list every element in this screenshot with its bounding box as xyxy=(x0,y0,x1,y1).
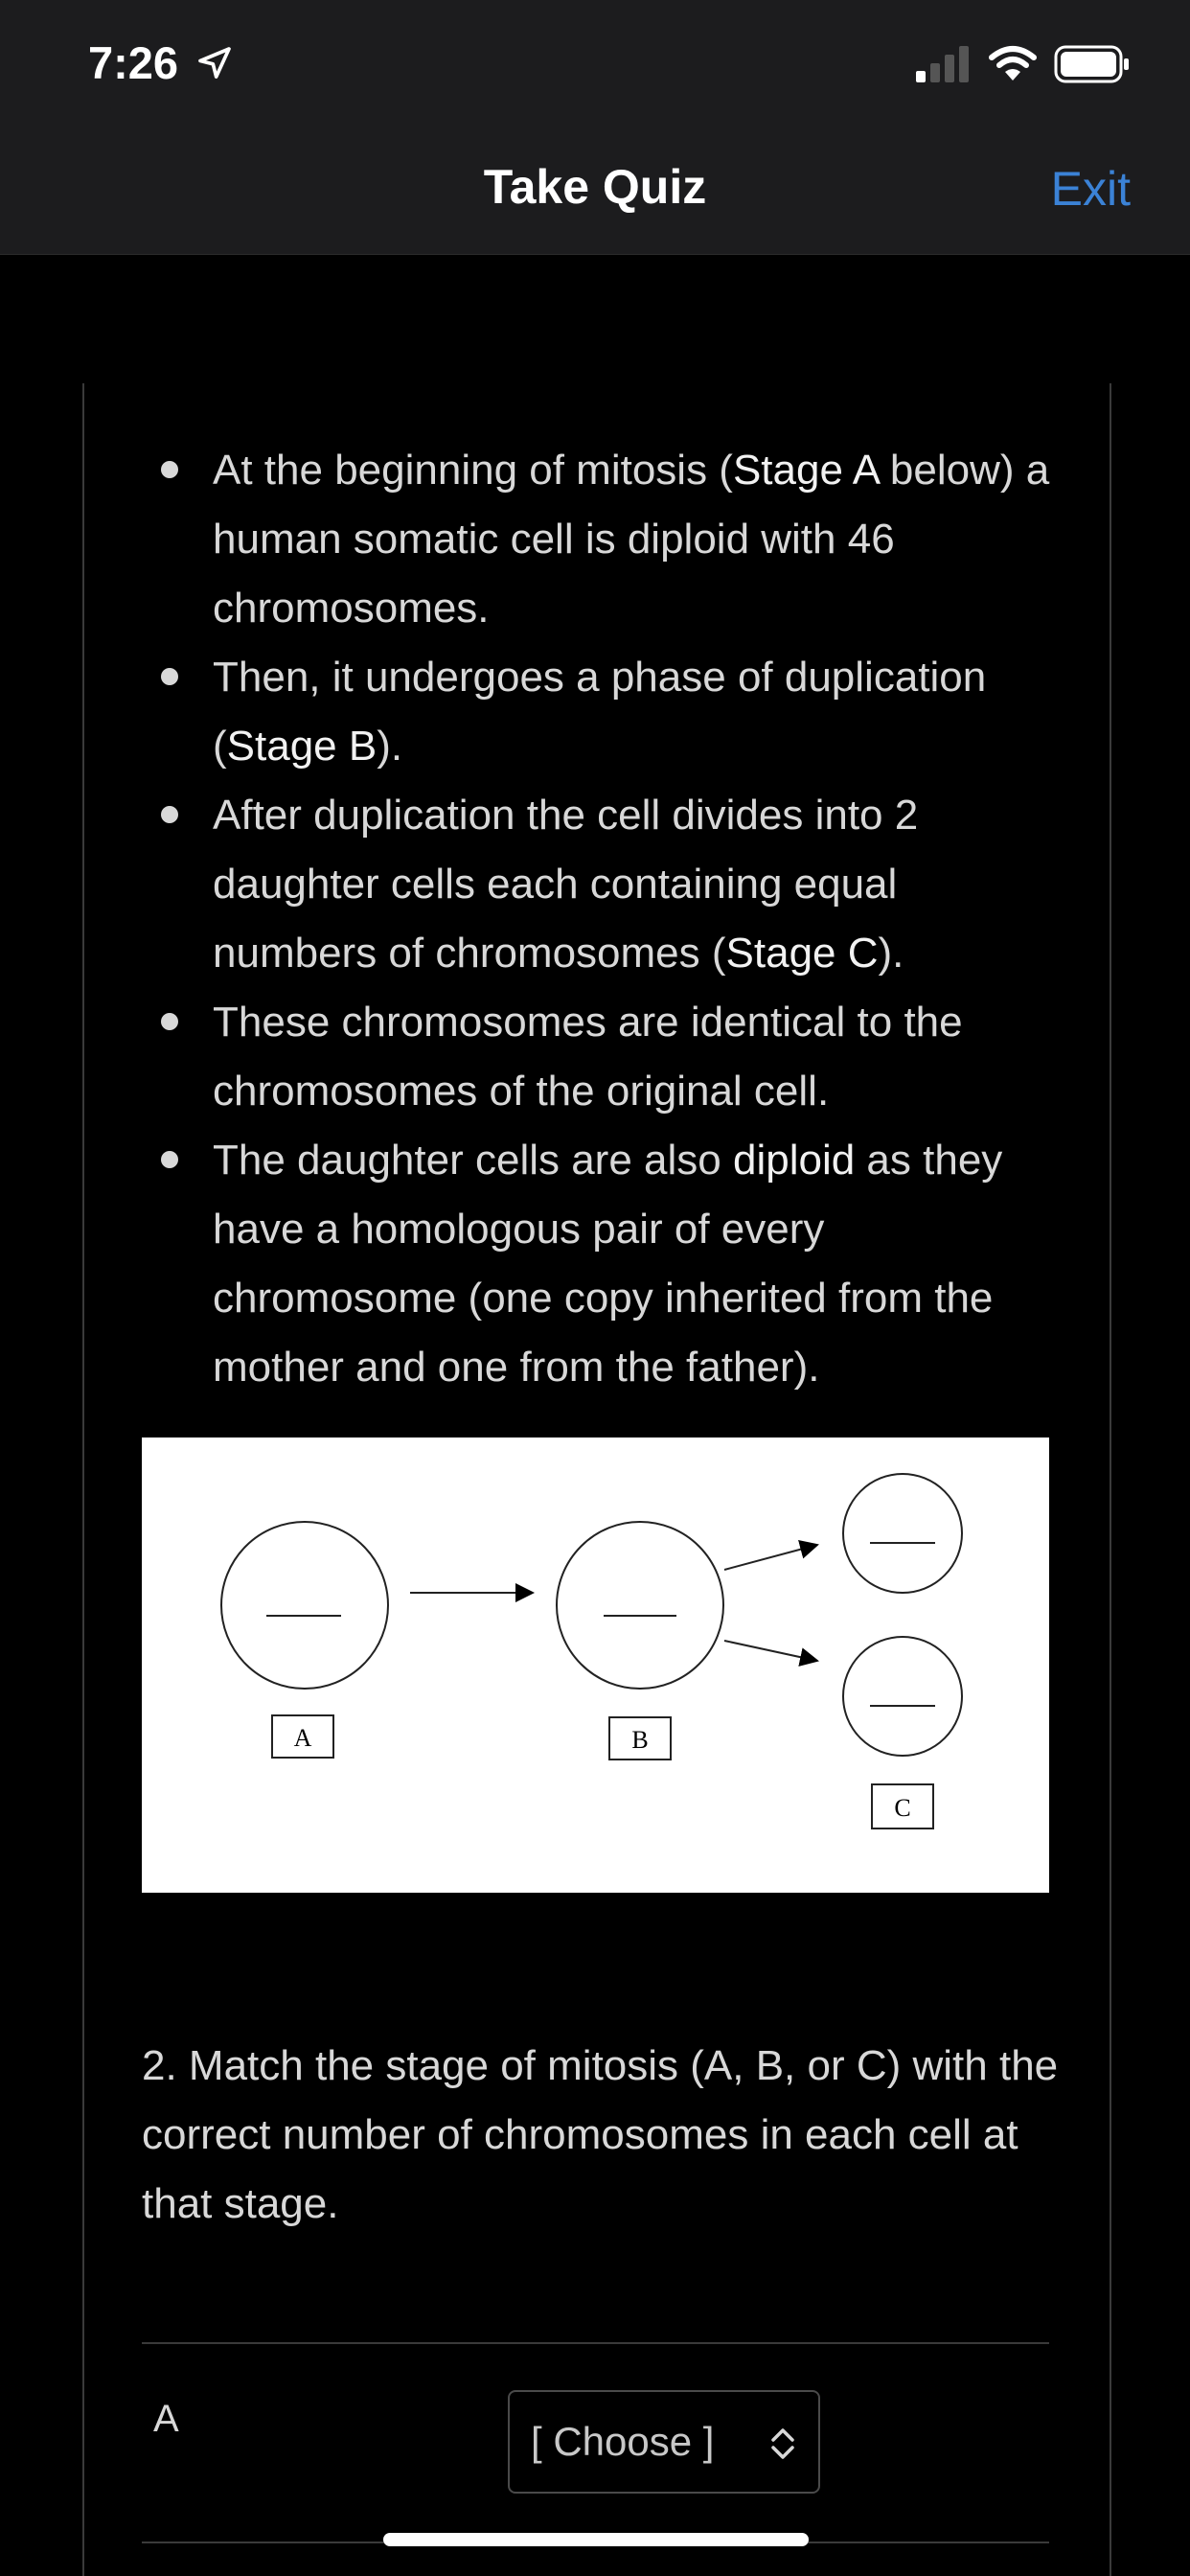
instruction-list xyxy=(142,436,1062,1402)
page-title: Take Quiz xyxy=(483,160,707,214)
clock-time: 7:26 xyxy=(88,37,179,88)
choose-select[interactable] xyxy=(508,2390,820,2494)
home-indicator[interactable] xyxy=(383,2533,809,2546)
list-item: Then, it undergoes a phase of duplication (Stage B). xyxy=(142,643,1062,781)
location-arrow-icon xyxy=(195,44,234,82)
mitosis-diagram-svg xyxy=(142,1438,1049,1893)
nav-bar xyxy=(0,125,1190,255)
bullet-icon xyxy=(161,1013,178,1030)
wifi-icon xyxy=(989,44,1037,82)
list-item: At the beginning of mitosis (Stage A below) a human somatic cell is diploid with 46 chromosomes. xyxy=(142,436,1062,643)
status-bar xyxy=(0,0,1190,125)
mitosis-diagram xyxy=(142,1438,1049,1893)
cellular-signal-icon xyxy=(916,46,970,82)
list-item: These chromosomes are identical to the chromosomes of the original cell. xyxy=(142,988,1062,1126)
cell-c-top xyxy=(843,1474,962,1593)
label-a: A xyxy=(293,1724,312,1752)
bullet-icon xyxy=(161,1151,178,1168)
battery-icon xyxy=(1054,44,1131,84)
cell-a xyxy=(221,1522,388,1689)
exit-button[interactable]: Exit xyxy=(1050,162,1131,216)
match-label-a: A xyxy=(153,2398,179,2440)
label-c: C xyxy=(894,1794,911,1822)
divider xyxy=(142,2342,1049,2344)
arrow-b-to-c-top xyxy=(724,1545,817,1570)
label-b: B xyxy=(631,1726,649,1754)
choose-select-value: [ Choose ] xyxy=(531,2419,715,2464)
list-item: After duplication the cell divides into 2 daughter cells each containing equal numbers of chromosomes (Stage C). xyxy=(142,781,1062,988)
cell-c-bottom xyxy=(843,1637,962,1756)
chevron-up-down-icon xyxy=(768,2425,797,2463)
cell-b xyxy=(557,1522,723,1689)
list-item: The daughter cells are also diploid as they have a homologous pair of every chromosome (one copy inherited from the mother and one from the father). xyxy=(142,1126,1062,1402)
arrow-b-to-c-bottom xyxy=(724,1641,817,1661)
question-text: 2. Match the stage of mitosis (A, B, or C) with the correct number of chromosomes in each cell at that stage. xyxy=(142,2042,1059,2227)
bullet-icon xyxy=(161,806,178,823)
bullet-icon xyxy=(161,668,178,685)
bullet-icon xyxy=(161,461,178,478)
